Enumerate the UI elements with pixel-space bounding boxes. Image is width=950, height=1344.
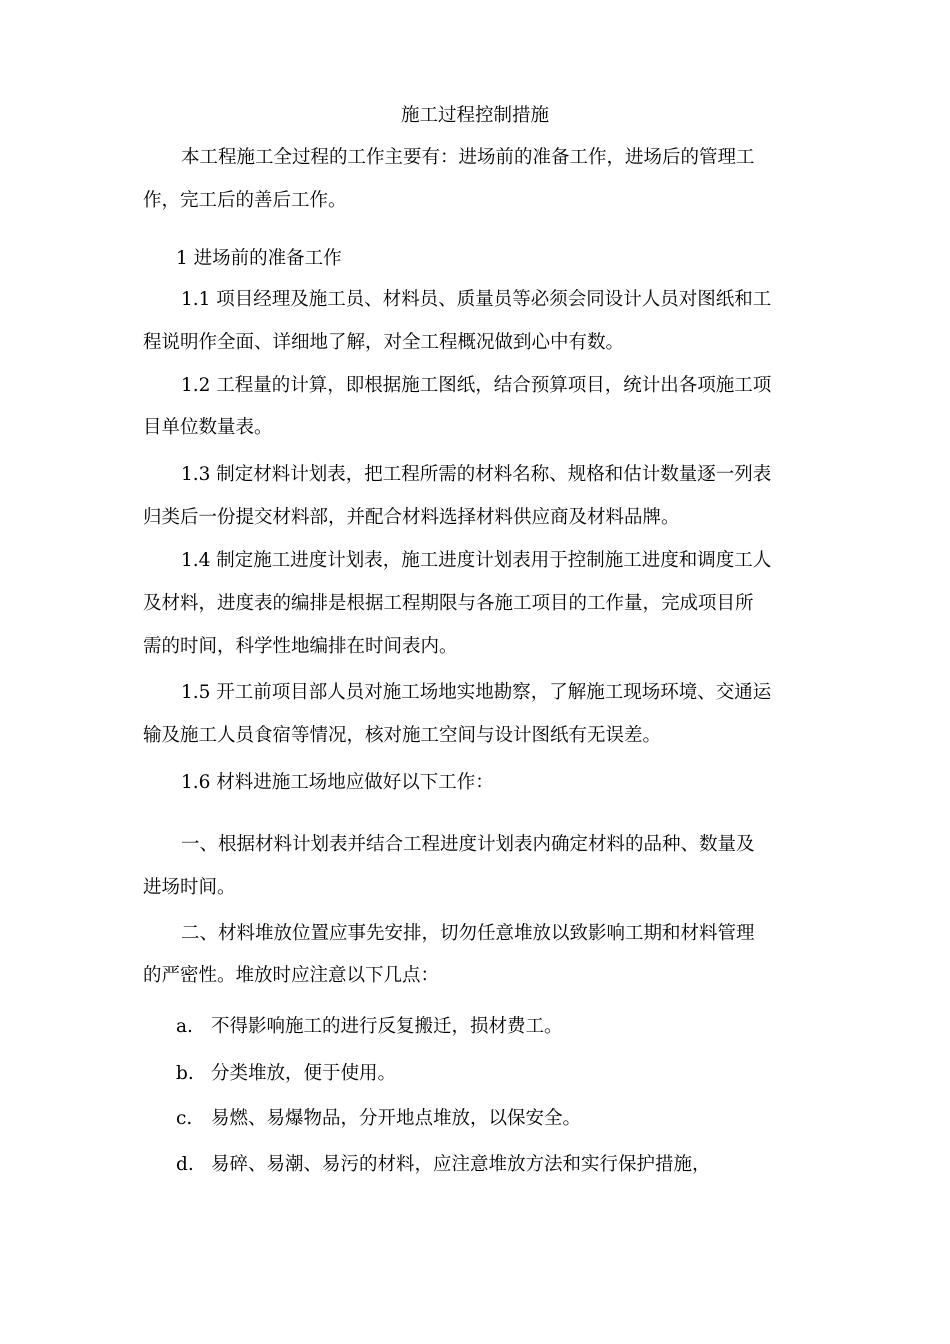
point-d-label: d. [176, 1154, 194, 1175]
item-two-line-2: 的严密性。堆放时应注意以下几点： [143, 965, 440, 986]
point-a-label: a. [176, 1016, 193, 1037]
point-c-label: c. [176, 1108, 193, 1129]
para-1-3-line-1: 1.3 制定材料计划表，把工程所需的材料名称、规格和估计数量逐一列表 [181, 464, 772, 485]
para-1-1-line-1: 1.1 项目经理及施工员、材料员、质量员等必须会同设计人员对图纸和工 [181, 289, 772, 310]
para-1-4-line-1: 1.4 制定施工进度计划表，施工进度计划表用于控制施工进度和调度工人 [181, 550, 772, 571]
point-b-text: 分类堆放，便于使用。 [211, 1063, 397, 1084]
point-a-text: 不得影响施工的进行反复搬迁，损材费工。 [211, 1016, 563, 1037]
para-1-1-line-2: 程说明作全面、详细地了解，对全工程概况做到心中有数。 [143, 332, 625, 353]
intro-line-1: 本工程施工全过程的工作主要有：进场前的准备工作，进场后的管理工 [181, 147, 755, 168]
item-one-line-1: 一、根据材料计划表并结合工程进度计划表内确定材料的品种、数量及 [181, 834, 755, 855]
section-heading: 1 进场前的准备工作 [176, 248, 342, 269]
para-1-6: 1.6 材料进施工场地应做好以下工作： [181, 772, 494, 793]
point-b-label: b. [176, 1063, 194, 1084]
para-1-5-line-2: 输及施工人员食宿等情况，核对施工空间与设计图纸有无误差。 [143, 725, 662, 746]
para-1-2-line-2: 目单位数量表。 [143, 417, 273, 438]
point-c-text: 易燃、易爆物品，分开地点堆放，以保安全。 [211, 1108, 582, 1129]
para-1-3-line-2: 归类后一份提交材料部，并配合材料选择材料供应商及材料品牌。 [143, 507, 680, 528]
point-d-text: 易碎、易潮、易污的材料，应注意堆放方法和实行保护措施， [211, 1154, 711, 1175]
para-1-5-line-1: 1.5 开工前项目部人员对施工场地实地勘察，了解施工现场环境、交通运 [181, 682, 772, 703]
item-two-line-1: 二、材料堆放位置应事先安排，切勿任意堆放以致影响工期和材料管理 [181, 923, 755, 944]
para-1-4-line-2: 及材料，进度表的编排是根据工程期限与各施工项目的工作量，完成项目所 [143, 593, 754, 614]
page-title: 施工过程控制措施 [400, 105, 549, 126]
item-one-line-2: 进场时间。 [143, 877, 236, 898]
intro-line-2: 作，完工后的善后工作。 [143, 190, 347, 211]
para-1-4-line-3: 需的时间，科学性地编排在时间表内。 [143, 636, 458, 657]
para-1-2-line-1: 1.2 工程量的计算，即根据施工图纸，结合预算项目，统计出各项施工项 [181, 375, 772, 396]
